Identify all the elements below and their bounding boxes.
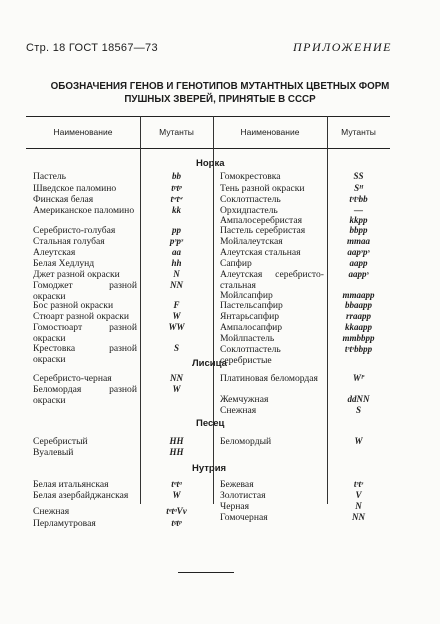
table-cell-name: Крестовка разной окраски (33, 343, 137, 365)
table-cell-name: Пастель серебристая (220, 225, 306, 236)
table-cell-mutant: rraapp (345, 311, 371, 321)
table-cell-name: Сапфир (220, 258, 252, 269)
table-cell-name: Алеутская стальная (220, 247, 301, 258)
table-cell-mutant: — (354, 205, 363, 215)
table-cell-name: Вуалевый (33, 447, 74, 458)
table-cell-name: Платиновая беломордая (220, 373, 318, 384)
table-cell-name: Мойлпастель (220, 333, 275, 344)
table-cell-name: Стюарт разной окраски (33, 311, 130, 322)
table-cell-mutant: NN (352, 512, 365, 522)
table-header-border (26, 148, 390, 149)
table-cell-mutant: bbaapp (345, 300, 372, 310)
table-cell-mutant: N (173, 269, 180, 279)
table-cell-mutant: W (172, 311, 181, 321)
table-cell-mutant: mmaapp (342, 290, 375, 300)
table-cell-name: Гомочерная (220, 512, 268, 523)
table-cell-mutant: bb (172, 171, 181, 181)
table-cell-name: Шведское паломино (33, 183, 117, 194)
table-top-border (26, 116, 390, 117)
table-cell-mutant: pp (172, 225, 181, 235)
table-cell-name: Джет разной окраски (33, 269, 120, 280)
table-cell-mutant: pˢpˢ (169, 236, 184, 246)
document-title (0, 80, 440, 106)
table-cell-name: Американское паломино (33, 205, 135, 216)
title-line-2: ПУШНЫХ ЗВЕРЕЙ, ПРИНЯТЫЕ В СССР (124, 94, 316, 105)
section-title-mink: Норка (196, 158, 225, 169)
table-cell-mutant: bbpp (349, 225, 368, 235)
table-cell-mutant: hh (171, 258, 182, 268)
table-cell-name: Тень разной окраски (220, 183, 305, 194)
column-divider-2 (213, 116, 214, 504)
table-cell-name: Мойлалеутская (220, 236, 283, 247)
table-cell-name: Серебристо-голубая (33, 225, 116, 236)
section-title-nutria: Нутрия (192, 463, 227, 474)
table-cell-name: Гомоджет разной окраски (33, 280, 137, 302)
table-cell-name: Беломордый (220, 436, 272, 447)
table-cell-name: Белая итальянская (33, 479, 109, 490)
table-cell-mutant: V (355, 490, 362, 500)
col-header-name-left: Наименование (53, 127, 113, 137)
table-cell-name: Стальная голубая (33, 236, 105, 247)
page-reference: Стр. 18 ГОСТ 18567—73 (26, 42, 158, 54)
table-cell-mutant: tᵃtᵃVv (166, 506, 187, 516)
table-cell-name: Гомокрестовка (220, 171, 281, 182)
table-cell-name: Алеутская серебристо-стальная (220, 269, 324, 291)
table-cell-mutant: Sᴴ (354, 183, 363, 193)
table-cell-mutant: S (355, 405, 361, 415)
table-cell-mutant: tᵖtᵖ (171, 183, 182, 193)
table-cell-name: Белая Хедлунд (33, 258, 95, 269)
table-cell-mutant: NN (170, 280, 183, 290)
table-cell-name: Мойлсапфир (220, 290, 273, 301)
section-title-arctic-fox: Песец (196, 418, 225, 429)
table-cell-mutant: N (355, 501, 362, 511)
closing-rule (178, 572, 234, 573)
table-cell-mutant: F (173, 300, 180, 310)
table-cell-name: Гомостюарт разной окраски (33, 322, 137, 344)
table-cell-mutant: HH (169, 436, 184, 446)
table-cell-name: Финская белая (33, 194, 94, 205)
table-cell-mutant: kkaapp (345, 322, 372, 332)
table-cell-mutant: mmbbpp (342, 333, 375, 343)
table-cell-name: Алеутская (33, 247, 76, 258)
table-cell-mutant: kkpp (349, 215, 368, 225)
appendix-label: ПРИЛОЖЕНИЕ (293, 40, 392, 54)
table-cell-mutant: aapp (349, 258, 368, 268)
table-cell-name: Янтарьсапфир (220, 311, 280, 322)
table-cell-name: Черная (220, 501, 250, 512)
table-cell-name: Соклотпастель (220, 194, 281, 205)
table-cell-name: Ампалосапфир (220, 322, 283, 333)
table-cell-name: Беломордая разной окраски (33, 384, 137, 406)
table-cell-name: Ампалосеребристая (220, 215, 303, 226)
table-cell-mutant: aapˢpˢ (347, 247, 370, 257)
col-header-name-right: Наименование (240, 127, 300, 137)
table-cell-name: Снежная (33, 506, 70, 517)
table-cell-mutant: W (354, 436, 363, 446)
table-cell-name: Пастель (33, 171, 67, 182)
table-cell-name: Бос разной окраски (33, 300, 114, 311)
table-cell-mutant: aappˢ (348, 269, 369, 279)
table-cell-name: Жемчужная (220, 394, 269, 405)
col-header-mutants-left: Мутанты (159, 127, 194, 137)
table-cell-mutant: tᵍtᵖ (171, 518, 182, 528)
table-cell-name: Белая азербайджанская (33, 490, 129, 501)
table-cell-mutant: Wᴾ (352, 373, 365, 383)
title-line-1: ОБОЗНАЧЕНИЯ ГЕНОВ И ГЕНОТИПОВ МУТАНТНЫХ ЦВЕТНЫХ ФОРМ (50, 81, 390, 92)
table-cell-name: Пастельсапфир (220, 300, 283, 311)
table-cell-mutant: tˢtˢbb (349, 194, 368, 204)
table-cell-mutant: ddNN (347, 394, 370, 404)
table-cell-name: Снежная (220, 405, 257, 416)
table-cell-mutant: tˢtˢbbpp (344, 344, 373, 354)
table-cell-mutant: HH (169, 447, 184, 457)
table-cell-mutant: S (173, 343, 179, 353)
table-cell-mutant: aa (172, 247, 181, 257)
table-cell-mutant: tᵃtᵃ (171, 479, 182, 489)
table-cell-name: Золотистая (220, 490, 266, 501)
table-cell-mutant: W (172, 490, 181, 500)
table-cell-mutant: WW (168, 322, 185, 332)
table-cell-mutant: W (172, 384, 181, 394)
table-cell-name: Серебристо-черная (33, 373, 112, 384)
table-cell-mutant: mmaa (346, 236, 370, 246)
table-cell-name: Бежевая (220, 479, 254, 490)
table-cell-name: Серебристый (33, 436, 88, 447)
table-cell-mutant: kk (172, 205, 181, 215)
table-cell-name: Соклотпастель серебристые (220, 344, 281, 366)
table-cell-name: Перламутровая (33, 518, 96, 529)
table-cell-mutant: tʷtʷ (170, 194, 183, 204)
col-header-mutants-right: Мутанты (341, 127, 376, 137)
section-title-fox: Лисица (192, 358, 227, 369)
table-cell-name: Орхидпастель (220, 205, 278, 216)
table-cell-mutant: SS (353, 171, 364, 181)
table-cell-mutant: tˢtˢ (353, 479, 364, 489)
table-cell-mutant: NN (170, 373, 183, 383)
